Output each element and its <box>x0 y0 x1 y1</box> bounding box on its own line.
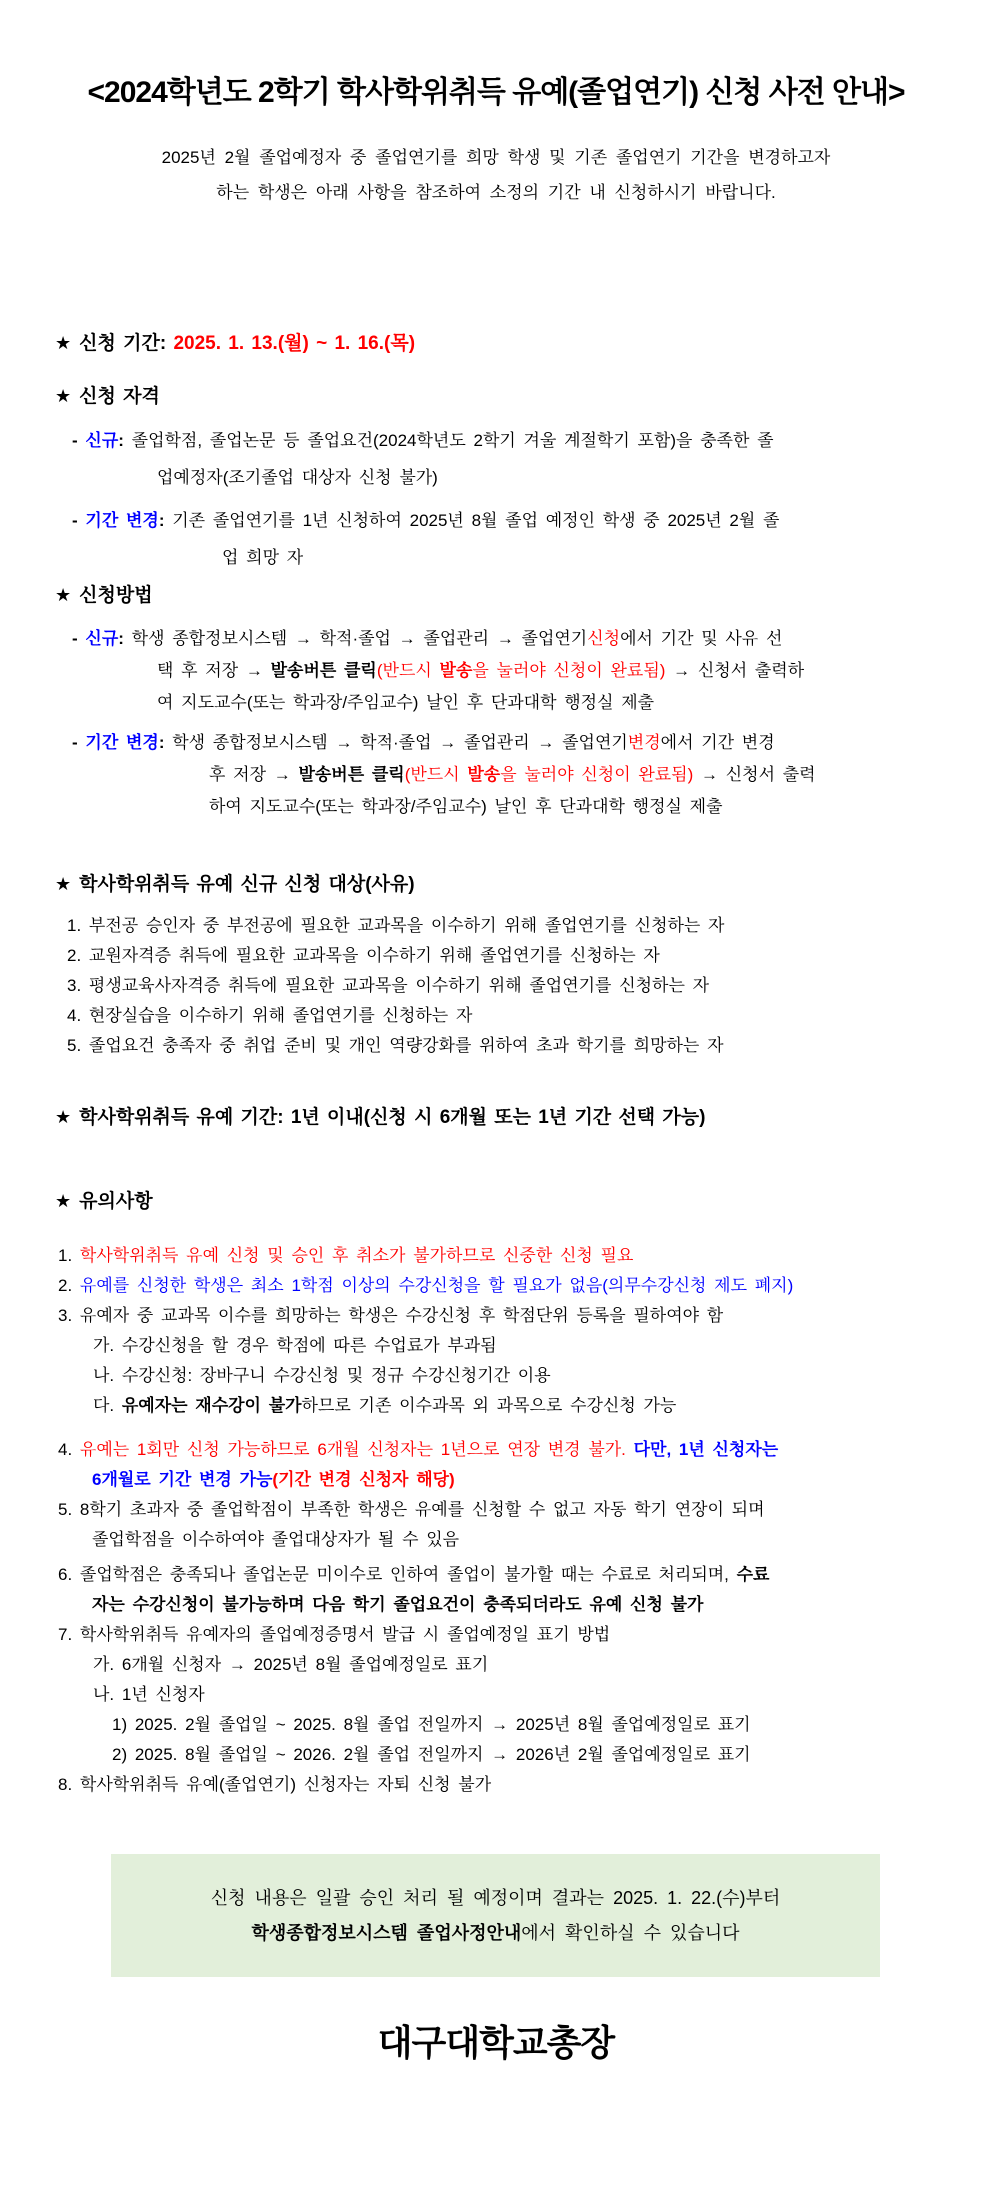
text-segment: 을 눌러야 신청이 완료됨) <box>500 765 694 784</box>
notice-line <box>0 1391 992 1421</box>
section-heading <box>0 330 992 357</box>
notice-line <box>0 1331 992 1361</box>
text-segment: 6개월로 기간 변경 가능 <box>92 1470 273 1489</box>
text-segment: 을 눌러야 신청이 완료됨) <box>472 661 666 680</box>
notice-line <box>0 1435 992 1465</box>
notice-line <box>0 1650 992 1680</box>
text-segment: 2. 교원자격증 취득에 필요한 교과목을 이수하기 위해 졸업연기를 신청하는 자 <box>67 946 660 965</box>
notice-line <box>0 1495 992 1525</box>
text-segment: 6. 졸업학점은 충족되나 졸업논문 미이수로 인하여 졸업이 불가할 때는 수료로 처리되며, <box>58 1565 737 1584</box>
text-segment: 에서 확인하실 수 있습니다 <box>521 1923 740 1943</box>
notice-body <box>0 330 992 1800</box>
text-segment: : <box>158 733 173 752</box>
text-segment: 다. <box>93 1396 122 1415</box>
text-segment: 에서 기간 변경 <box>660 733 775 752</box>
text-segment: → 신청서 출력하 <box>665 661 805 680</box>
notice-line <box>0 1241 992 1271</box>
text-segment: 졸업학점, 졸업논문 등 졸업요건(2024학년도 2학기 겨울 계절학기 포함)을 충족한 졸 <box>131 431 774 450</box>
text-segment: 자는 수강신청이 불가능하며 다음 학기 졸업요건이 충족되더라도 유예 신청 불가 <box>92 1595 704 1614</box>
star-bullet-icon: ★ <box>55 386 72 406</box>
notice-line <box>0 1301 992 1331</box>
signature-president: 대구대학교총장 <box>377 2022 615 2063</box>
text-segment: 신청 내용은 일괄 승인 처리 될 예정이며 결과는 2025. 1. 22.(수)부터 <box>210 1888 781 1908</box>
text-segment: 1) 2025. 2월 졸업일 ~ 2025. 8월 졸업 전일까지 → 2025년 8월 졸업예정일로 표기 <box>112 1715 751 1734</box>
notice-line <box>0 1680 992 1710</box>
text-segment: 택 후 저장 → <box>157 661 271 680</box>
text-segment: 유의사항 <box>79 1191 153 1212</box>
text-segment: 1. <box>58 1246 80 1265</box>
text-segment: (반드시 <box>404 765 468 784</box>
text-segment: 학생종합정보시스템 졸업사정안내 <box>251 1923 522 1943</box>
notice-line <box>0 459 992 496</box>
star-bullet-icon: ★ <box>55 333 72 353</box>
section-heading <box>0 1188 992 1215</box>
text-segment: 신청 자격 <box>79 386 160 407</box>
text-segment: 에서 기간 및 사유 선 <box>620 629 783 648</box>
notice-line <box>0 1031 992 1061</box>
notice-line <box>0 655 992 687</box>
notice-line <box>0 759 992 791</box>
text-segment: 학생 종합정보시스템 → 학적·졸업 → 졸업관리 → 졸업연기 <box>131 629 588 648</box>
star-bullet-icon: ★ <box>55 585 72 605</box>
intro-paragraph <box>0 140 992 210</box>
result-notice-line <box>211 1888 781 1908</box>
section-heading <box>0 1104 992 1131</box>
text-segment: 학사학위취득 유예 신청 및 승인 후 취소가 불가하므로 신중한 신청 필요 <box>79 1246 634 1265</box>
section-heading <box>0 383 992 410</box>
text-segment: 나. 수강신청: 장바구니 수강신청 및 정규 수강신청기간 이용 <box>93 1366 551 1385</box>
notice-line <box>0 502 992 539</box>
text-segment: 신규 <box>85 431 119 450</box>
notice-line <box>0 1361 992 1391</box>
notice-line <box>0 623 992 655</box>
notice-line <box>0 1710 992 1740</box>
text-segment: 기간 변경 <box>85 511 159 530</box>
intro-line: 하는 학생은 아래 사항을 참조하여 소정의 기간 내 신청하시기 바랍니다. <box>216 183 776 202</box>
text-segment: 7. 학사학위취득 유예자의 졸업예정증명서 발급 시 졸업예정일 표기 방법 <box>58 1625 611 1644</box>
notice-line <box>0 1620 992 1650</box>
text-segment: 2) 2025. 8월 졸업일 ~ 2026. 2월 졸업 전일까지 → 2026년 2월 졸업예정일로 표기 <box>112 1745 751 1764</box>
text-segment: 3. 유예자 중 교과목 이수를 희망하는 학생은 수강신청 후 학점단위 등록을 필하여야 함 <box>58 1306 724 1325</box>
text-segment: - <box>72 431 86 450</box>
text-segment: : <box>118 431 132 450</box>
text-segment: 신청 기간: <box>79 333 174 354</box>
text-segment: (기간 변경 신청자 해당) <box>272 1470 455 1489</box>
text-segment: 4. 현장실습을 이수하기 위해 졸업연기를 신청하는 자 <box>67 1006 473 1025</box>
text-segment: 가. 6개월 신청자 → 2025년 8월 졸업예정일로 표기 <box>93 1655 489 1674</box>
result-notice-line <box>251 1923 739 1943</box>
notice-line <box>0 1001 992 1031</box>
section-heading <box>0 582 992 609</box>
text-segment: : <box>158 511 173 530</box>
text-segment: 발송 <box>467 765 501 784</box>
text-segment: 유예자는 재수강이 불가 <box>121 1396 302 1415</box>
text-segment: 업예정자(조기졸업 대상자 신청 불가) <box>157 468 438 487</box>
notice-line <box>0 687 992 719</box>
text-segment: 여 지도교수(또는 학과장/주임교수) 날인 후 단과대학 행정실 제출 <box>157 693 655 712</box>
notice-line <box>0 1560 992 1590</box>
text-segment: 수료 <box>736 1565 770 1584</box>
notice-line <box>0 539 992 576</box>
notice-line <box>0 1465 992 1495</box>
notice-line <box>0 1770 992 1800</box>
notice-line <box>0 971 992 1001</box>
notice-line <box>0 911 992 941</box>
page-title: <2024학년도 2학기 학사학위취득 유예(졸업연기) 신청 사전 안내> <box>87 76 905 109</box>
intro-line: 2025년 2월 졸업예정자 중 졸업연기를 희망 학생 및 기존 졸업연기 기간을 변경하고자 <box>161 148 831 167</box>
notice-line <box>0 1590 992 1620</box>
text-segment: 변경 <box>627 733 661 752</box>
text-segment: 졸업학점을 이수하여야 졸업대상자가 될 수 있음 <box>92 1530 460 1549</box>
text-segment: - <box>72 629 86 648</box>
text-segment: 발송버튼 클릭 <box>298 765 405 784</box>
text-segment: 학생 종합정보시스템 → 학적·졸업 → 졸업관리 → 졸업연기 <box>172 733 628 752</box>
text-segment: 가. 수강신청을 할 경우 학점에 따른 수업료가 부과됨 <box>93 1336 497 1355</box>
text-segment: → 신청서 출력 <box>693 765 816 784</box>
text-segment: 기간 변경 <box>85 733 159 752</box>
notice-line <box>0 941 992 971</box>
star-bullet-icon: ★ <box>55 1191 72 1211</box>
text-segment: 기존 졸업연기를 1년 신청하여 2025년 8월 졸업 예정인 학생 중 2025년 2월 졸 <box>172 511 780 530</box>
text-segment: 학사학위취득 유예 기간: 1년 이내(신청 시 6개월 또는 1년 기간 선택 가능) <box>79 1107 706 1128</box>
text-segment: - <box>72 511 86 530</box>
text-segment: 5. 8학기 초과자 중 졸업학점이 부족한 학생은 유예를 신청할 수 없고 자동 학기 연장이 되며 <box>58 1500 765 1519</box>
text-segment: 신규 <box>85 629 119 648</box>
text-segment: 2. <box>58 1276 80 1295</box>
text-segment: (반드시 <box>376 661 440 680</box>
notice-document <box>0 70 992 2196</box>
text-segment: 발송 <box>439 661 473 680</box>
section-heading <box>0 871 992 898</box>
text-segment: 업 희망 자 <box>222 548 304 567</box>
text-segment: 4. <box>58 1440 80 1459</box>
text-segment: 1. 부전공 승인자 중 부전공에 필요한 교과목을 이수하기 위해 졸업연기를 신청하는 자 <box>67 916 725 935</box>
text-segment: - <box>72 733 86 752</box>
text-segment: 2025. 1. 13.(월) ~ 1. 16.(목) <box>173 333 416 354</box>
text-segment: 학사학위취득 유예 신규 신청 대상(사유) <box>79 874 415 895</box>
text-segment: 하여 지도교수(또는 학과장/주임교수) 날인 후 단과대학 행정실 제출 <box>209 797 723 816</box>
text-segment: 후 저장 → <box>209 765 299 784</box>
text-segment: : <box>118 629 132 648</box>
text-segment: 유예는 1회만 신청 가능하므로 6개월 신청자는 1년으로 연장 변경 불가. <box>79 1440 634 1459</box>
text-segment: 8. 학사학위취득 유예(졸업연기) 신청자는 자퇴 신청 불가 <box>58 1775 492 1794</box>
star-bullet-icon: ★ <box>55 874 72 894</box>
text-segment: 유예를 신청한 학생은 최소 1학점 이상의 수강신청을 할 필요가 없음(의무수강신청 제도 폐지) <box>79 1276 794 1295</box>
notice-line <box>0 791 992 823</box>
notice-line <box>0 1271 992 1301</box>
text-segment: 발송버튼 클릭 <box>270 661 377 680</box>
text-segment: 하므로 기존 이수과목 외 과목으로 수강신청 가능 <box>301 1396 677 1415</box>
result-notice-box <box>111 1854 880 1977</box>
text-segment: 5. 졸업요건 충족자 중 취업 준비 및 개인 역량강화를 위하여 초과 학기를 희망하는 자 <box>67 1036 724 1055</box>
notice-line <box>0 727 992 759</box>
text-segment: 다만, 1년 신청자는 <box>633 1440 779 1459</box>
text-segment: 신청방법 <box>79 585 153 606</box>
star-bullet-icon: ★ <box>55 1107 72 1127</box>
text-segment: 신청 <box>587 629 621 648</box>
notice-line <box>0 1740 992 1770</box>
notice-line <box>0 1525 992 1555</box>
text-segment: 3. 평생교육사자격증 취득에 필요한 교과목을 이수하기 위해 졸업연기를 신청하는 자 <box>67 976 710 995</box>
text-segment: 나. 1년 신청자 <box>93 1685 205 1704</box>
notice-line <box>0 422 992 459</box>
